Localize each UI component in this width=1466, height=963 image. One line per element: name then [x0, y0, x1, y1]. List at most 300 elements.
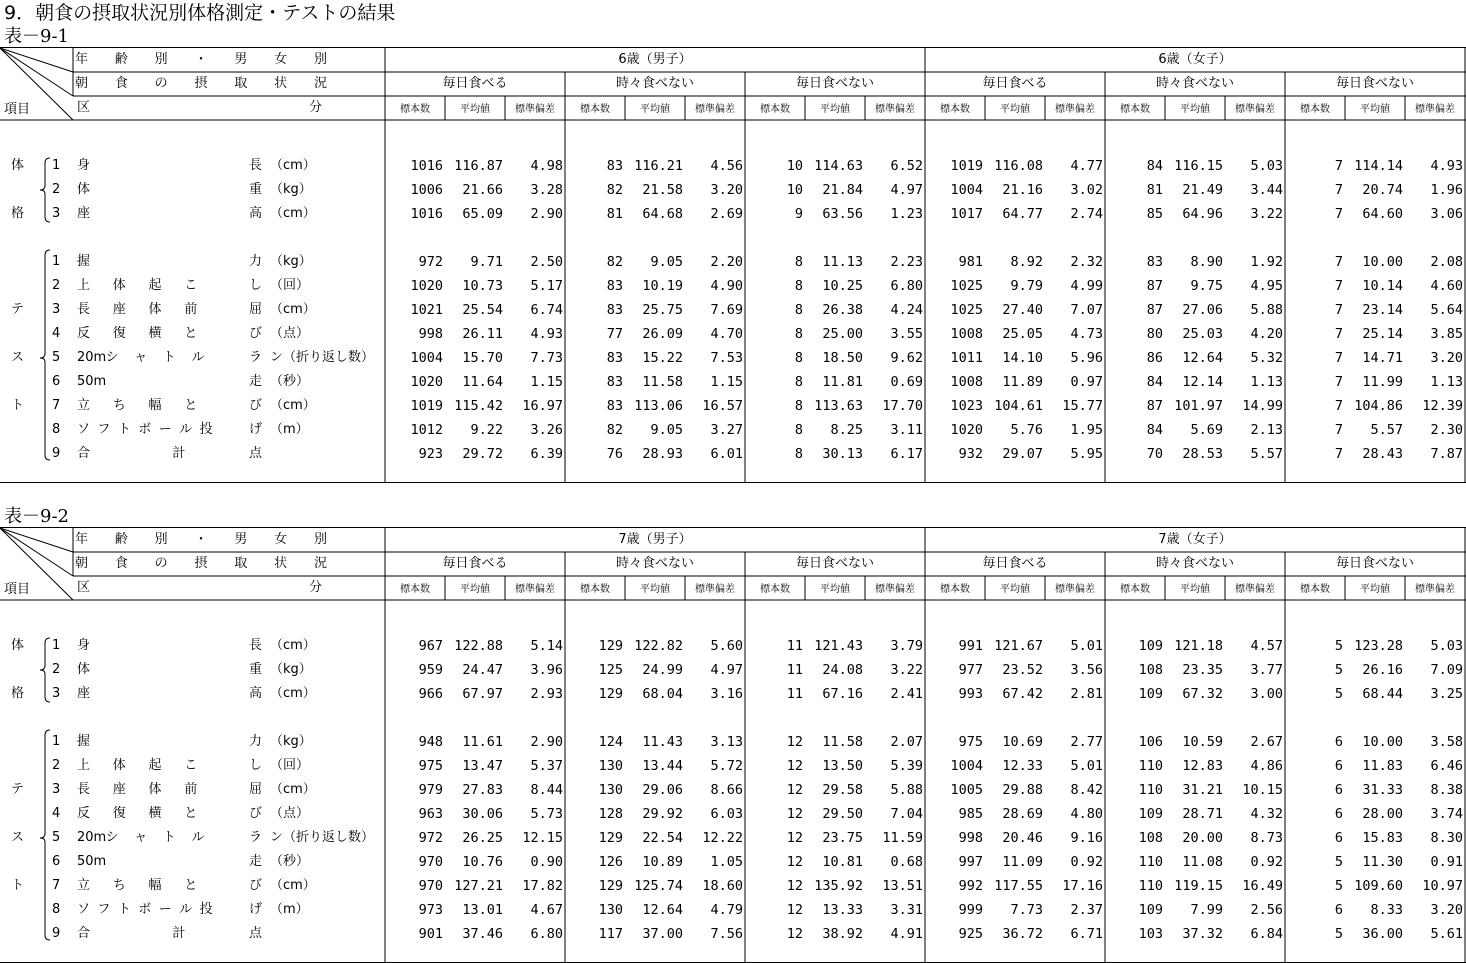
data-cell: 18.60 [702, 878, 743, 894]
data-cell: 83 [606, 350, 623, 366]
group-label-test: ス [11, 830, 25, 845]
item-name-char: ち [112, 398, 126, 413]
stat-header: 標本数 [580, 584, 610, 595]
grid-line [0, 48, 73, 96]
data-cell: 1.13 [1430, 374, 1463, 390]
item-name-char: 体 [112, 758, 126, 773]
data-cell: 12.64 [642, 902, 683, 918]
data-cell: 12 [786, 830, 803, 846]
stat-header: 平均値 [1000, 104, 1030, 115]
item-name-end: び [249, 398, 263, 413]
group-label-physique: 格 [11, 206, 25, 221]
data-cell: 130 [598, 758, 623, 774]
stat-header: 平均値 [820, 584, 850, 595]
data-cell: 3.26 [530, 422, 563, 438]
data-cell: 1017 [950, 206, 983, 222]
item-name-end: し [249, 758, 263, 773]
data-cell: 5 [1334, 638, 1343, 654]
data-cell: 109 [1138, 638, 1163, 654]
stat-header: 標準偏差 [875, 584, 915, 595]
grid-line [0, 528, 73, 576]
data-cell: 1.92 [1250, 254, 1283, 270]
data-cell: 64.60 [1362, 206, 1403, 222]
sex-age-header: 6歳（男子） [618, 52, 692, 67]
data-cell: 28.53 [1182, 446, 1223, 462]
item-unit: （cm） [270, 158, 316, 173]
data-cell: 6.17 [890, 446, 923, 462]
group-label-test: ト [11, 398, 25, 413]
data-cell: 7.87 [1430, 446, 1463, 462]
data-cell: 86 [1146, 350, 1163, 366]
data-cell: 4.60 [1430, 278, 1463, 294]
item-unit: （cm） [270, 398, 316, 413]
data-cell: 12 [786, 806, 803, 822]
item-name-char: ー [158, 422, 172, 437]
data-cell: 5.03 [1250, 158, 1283, 174]
data-cell: 6.01 [710, 446, 743, 462]
data-cell: 7 [1334, 278, 1343, 294]
data-cell: 12 [786, 926, 803, 942]
data-cell: 3.27 [710, 422, 743, 438]
data-cell: 28.69 [1002, 806, 1043, 822]
data-cell: 5.03 [1430, 638, 1463, 654]
data-cell: 5.14 [530, 638, 563, 654]
item-name-char: フ [97, 902, 111, 917]
data-cell: 129 [598, 878, 623, 894]
header-label-char: 別 [314, 532, 328, 547]
data-cell: 21.66 [462, 182, 503, 198]
page-title: 9．朝食の摂取状況別体格測定・テストの結果 [4, 2, 396, 24]
data-cell: 13.33 [822, 902, 863, 918]
item-name-end: げ [249, 902, 263, 917]
data-cell: 4.98 [530, 158, 563, 174]
data-cell: 9.62 [890, 350, 923, 366]
data-cell: 12 [786, 734, 803, 750]
header-label-char: 摂 [194, 556, 208, 571]
data-cell: 103 [1138, 926, 1163, 942]
data-cell: 108 [1138, 830, 1163, 846]
data-cell: 0.90 [530, 854, 563, 870]
data-cell: 8.92 [1010, 254, 1043, 270]
data-cell: 10.00 [1362, 734, 1403, 750]
item-name-char: ト [162, 350, 176, 365]
item-name-char: ル [179, 902, 193, 917]
data-cell: 13.47 [462, 758, 503, 774]
data-cell: 116.15 [1174, 158, 1223, 174]
stat-header: 標準偏差 [515, 584, 555, 595]
item-name-char: ち [112, 878, 126, 893]
data-cell: 3.25 [1430, 686, 1463, 702]
item-name-char: 投 [199, 422, 213, 437]
header-label-char: 別 [314, 52, 328, 67]
data-cell: 121.43 [814, 638, 863, 654]
item-name-char: ル [191, 350, 205, 365]
data-cell: 1005 [950, 782, 983, 798]
item-name-char: 身 [77, 158, 91, 173]
item-unit: （点） [270, 806, 310, 821]
item-name-char: 体 [148, 302, 162, 317]
data-cell: 1004 [950, 182, 983, 198]
item-column-label: 項目 [4, 582, 31, 597]
data-cell: 113.06 [634, 398, 683, 414]
item-number: 7 [52, 878, 61, 893]
data-cell: 966 [418, 686, 443, 702]
data-cell: 4.95 [1250, 278, 1283, 294]
data-cell: 21.84 [822, 182, 863, 198]
item-name-char: 横 [148, 326, 162, 341]
header-label-char: 取 [234, 556, 248, 571]
data-cell: 5.88 [890, 782, 923, 798]
data-cell: 2.77 [1070, 734, 1103, 750]
data-cell: 31.21 [1182, 782, 1223, 798]
data-cell: 8 [794, 374, 803, 390]
data-cell: 23.75 [822, 830, 863, 846]
item-name-end: び [249, 878, 263, 893]
item-name-char: と [184, 326, 198, 341]
data-cell: 83 [606, 158, 623, 174]
data-cell: 11.81 [822, 374, 863, 390]
item-unit: （点） [270, 326, 310, 341]
data-cell: 1025 [950, 278, 983, 294]
data-cell: 0.92 [1070, 854, 1103, 870]
data-cell: 11.58 [822, 734, 863, 750]
data-cell: 76 [606, 446, 623, 462]
data-cell: 8.42 [1070, 782, 1103, 798]
data-cell: 1.95 [1070, 422, 1103, 438]
data-cell: 8 [794, 326, 803, 342]
data-cell: 13.01 [462, 902, 503, 918]
table-caption: 表－9-2 [4, 506, 69, 527]
data-cell: 101.97 [1174, 398, 1223, 414]
data-cell: 8 [794, 278, 803, 294]
data-cell: 123.28 [1354, 638, 1403, 654]
data-cell: 6.39 [530, 446, 563, 462]
data-cell: 12.33 [1002, 758, 1043, 774]
data-cell: 7 [1334, 302, 1343, 318]
data-cell: 5.69 [1190, 422, 1223, 438]
data-cell: 2.37 [1070, 902, 1103, 918]
data-cell: 967 [418, 638, 443, 654]
data-cell: 3.28 [530, 182, 563, 198]
data-cell: 4.86 [1250, 758, 1283, 774]
data-cell: 3.22 [890, 662, 923, 678]
item-name-char: 起 [148, 278, 162, 293]
data-cell: 972 [418, 830, 443, 846]
data-cell: 15.83 [1362, 830, 1403, 846]
data-cell: 1.05 [710, 854, 743, 870]
item-number: 3 [52, 782, 61, 797]
data-cell: 3.16 [710, 686, 743, 702]
item-name-char: 上 [77, 278, 91, 293]
intake-header: 時々食べない [1155, 76, 1234, 91]
item-name-char: シ [105, 830, 119, 845]
data-cell: 7.53 [710, 350, 743, 366]
item-name-end: び [249, 326, 263, 341]
item-name-char: 横 [148, 806, 162, 821]
item-name-char: 座 [112, 782, 126, 797]
data-cell: 67.32 [1182, 686, 1223, 702]
data-cell: 5.95 [1070, 446, 1103, 462]
item-number: 8 [52, 422, 61, 437]
data-cell: 21.49 [1182, 182, 1223, 198]
data-cell: 6 [1334, 806, 1343, 822]
data-cell: 117.55 [994, 878, 1043, 894]
data-cell: 83 [606, 374, 623, 390]
stat-header: 標本数 [580, 104, 610, 115]
item-name-end: 高 [249, 686, 263, 701]
item-name-end: 重 [249, 662, 263, 677]
data-cell: 1.15 [710, 374, 743, 390]
data-cell: 6.03 [710, 806, 743, 822]
group-label-physique: 格 [11, 686, 25, 701]
header-label-char: 齢 [114, 532, 128, 547]
data-cell: 975 [958, 734, 983, 750]
data-cell: 5.01 [1070, 758, 1103, 774]
data-cell: 25.54 [462, 302, 503, 318]
item-unit: （kg） [270, 662, 312, 677]
item-name-char: 起 [148, 758, 162, 773]
item-unit: （秒） [270, 374, 310, 389]
data-cell: 4.79 [710, 902, 743, 918]
data-cell: 24.08 [822, 662, 863, 678]
data-cell: 4.57 [1250, 638, 1283, 654]
data-cell: 1008 [950, 374, 983, 390]
data-cell: 109.60 [1354, 878, 1403, 894]
data-cell: 7.99 [1190, 902, 1223, 918]
data-cell: 4.91 [890, 926, 923, 942]
data-cell: 2.32 [1070, 254, 1103, 270]
data-cell: 117 [598, 926, 623, 942]
data-cell: 8 [794, 398, 803, 414]
data-cell: 64.77 [1002, 206, 1043, 222]
data-cell: 80 [1146, 326, 1163, 342]
data-cell: 21.16 [1002, 182, 1043, 198]
data-cell: 12 [786, 782, 803, 798]
item-number: 3 [52, 686, 61, 701]
stat-header: 標本数 [940, 584, 970, 595]
data-cell: 83 [1146, 254, 1163, 270]
item-name-char: ャ [134, 830, 148, 845]
data-cell: 4.32 [1250, 806, 1283, 822]
item-name-char: こ [184, 278, 198, 293]
data-cell: 2.41 [890, 686, 923, 702]
data-cell: 30.13 [822, 446, 863, 462]
item-name-char: 体 [77, 662, 91, 677]
data-cell: 64.96 [1182, 206, 1223, 222]
data-cell: 113.63 [814, 398, 863, 414]
data-cell: 122.88 [454, 638, 503, 654]
data-cell: 29.50 [822, 806, 863, 822]
data-cell: 22.54 [642, 830, 683, 846]
data-cell: 7 [1334, 446, 1343, 462]
data-cell: 28.43 [1362, 446, 1403, 462]
data-cell: 20.74 [1362, 182, 1403, 198]
data-cell: 110 [1138, 782, 1163, 798]
data-cell: 125 [598, 662, 623, 678]
data-cell: 4.77 [1070, 158, 1103, 174]
header-label-char: の [154, 76, 168, 91]
data-cell: 2.67 [1250, 734, 1283, 750]
data-cell: 12.64 [1182, 350, 1223, 366]
data-cell: 87 [1146, 398, 1163, 414]
data-cell: 130 [598, 782, 623, 798]
data-cell: 4.80 [1070, 806, 1103, 822]
data-cell: 1016 [410, 206, 443, 222]
item-name-char: 身 [77, 638, 91, 653]
data-cell: 923 [418, 446, 443, 462]
stat-header: 平均値 [640, 584, 670, 595]
stat-header: 標準偏差 [1235, 584, 1275, 595]
item-name-end: び [249, 806, 263, 821]
item-number: 4 [52, 806, 61, 821]
data-cell: 3.55 [890, 326, 923, 342]
data-cell: 8.90 [1190, 254, 1223, 270]
data-cell: 110 [1138, 854, 1163, 870]
item-name-char: シ [105, 350, 119, 365]
data-cell: 26.25 [462, 830, 503, 846]
item-name-char: 立 [77, 398, 91, 413]
data-cell: 81 [1146, 182, 1163, 198]
intake-header: 毎日食べない [795, 76, 874, 91]
item-name-char: 前 [184, 782, 198, 797]
data-cell: 1.13 [1250, 374, 1283, 390]
grid-line [0, 528, 73, 552]
item-number: 3 [52, 302, 61, 317]
data-cell: 8.38 [1430, 782, 1463, 798]
data-cell: 3.00 [1250, 686, 1283, 702]
data-cell: 3.06 [1430, 206, 1463, 222]
item-unit: ン（折り返し数） [270, 830, 375, 845]
data-cell: 109 [1138, 806, 1163, 822]
item-name-end: し [249, 278, 263, 293]
data-cell: 11.59 [882, 830, 923, 846]
stat-header: 平均値 [1000, 584, 1030, 595]
data-cell: 3.58 [1430, 734, 1463, 750]
data-cell: 7 [1334, 350, 1343, 366]
data-cell: 84 [1146, 374, 1163, 390]
data-cell: 7.09 [1430, 662, 1463, 678]
data-cell: 122.82 [634, 638, 683, 654]
data-cell: 25.75 [642, 302, 683, 318]
data-cell: 85 [1146, 206, 1163, 222]
sex-age-header: 7歳（男子） [618, 532, 692, 547]
item-name-char: 座 [112, 302, 126, 317]
header-label-char: 朝 [75, 556, 89, 571]
data-cell: 6 [1334, 734, 1343, 750]
item-number: 4 [52, 326, 61, 341]
data-cell: 3.56 [1070, 662, 1103, 678]
data-cell: 25.14 [1362, 326, 1403, 342]
item-name-end: 重 [249, 182, 263, 197]
data-cell: 5.88 [1250, 302, 1283, 318]
data-cell: 7.73 [1010, 902, 1043, 918]
stat-header: 平均値 [1180, 104, 1210, 115]
data-cell: 119.15 [1174, 878, 1223, 894]
item-name-char: 復 [112, 326, 126, 341]
data-cell: 2.81 [1070, 686, 1103, 702]
data-cell: 14.99 [1242, 398, 1283, 414]
data-cell: 12 [786, 878, 803, 894]
data-cell: 83 [606, 302, 623, 318]
data-cell: 3.13 [710, 734, 743, 750]
item-name-char: 計 [172, 446, 186, 461]
item-name-end: 力 [249, 254, 263, 269]
data-cell: 5.61 [1430, 926, 1463, 942]
data-cell: 26.09 [642, 326, 683, 342]
data-cell: 38.92 [822, 926, 863, 942]
data-cell: 16.97 [522, 398, 563, 414]
data-cell: 1025 [950, 302, 983, 318]
item-number: 1 [52, 254, 61, 269]
item-name-char: ャ [134, 350, 148, 365]
item-name-end: 力 [249, 734, 263, 749]
data-cell: 997 [958, 854, 983, 870]
item-name-char: 20m [77, 350, 107, 365]
data-cell: 1.23 [890, 206, 923, 222]
data-cell: 6.71 [1070, 926, 1103, 942]
data-cell: 8 [794, 302, 803, 318]
data-cell: 1020 [950, 422, 983, 438]
data-cell: 24.47 [462, 662, 503, 678]
data-cell: 5.57 [1250, 446, 1283, 462]
data-cell: 970 [418, 854, 443, 870]
item-name-char: 座 [77, 686, 91, 701]
data-cell: 29.88 [1002, 782, 1043, 798]
data-cell: 82 [606, 422, 623, 438]
data-cell: 13.51 [882, 878, 923, 894]
item-name-char: 体 [148, 782, 162, 797]
data-cell: 3.74 [1430, 806, 1463, 822]
header-label-char: 男 [234, 52, 248, 67]
header-label-char: 況 [314, 556, 328, 571]
group-label-test: ト [11, 878, 25, 893]
data-cell: 975 [418, 758, 443, 774]
item-unit: （cm） [270, 302, 316, 317]
data-cell: 27.83 [462, 782, 503, 798]
item-name-char: 合 [77, 446, 91, 461]
data-cell: 2.07 [890, 734, 923, 750]
data-cell: 125.74 [634, 878, 683, 894]
data-cell: 13.50 [822, 758, 863, 774]
item-name-char: 前 [184, 302, 198, 317]
item-number: 9 [52, 446, 61, 461]
header-label-char: 朝 [75, 76, 89, 91]
data-cell: 37.00 [642, 926, 683, 942]
item-name-end: ラ [249, 350, 263, 365]
data-cell: 9.05 [650, 422, 683, 438]
stat-header: 平均値 [1360, 584, 1390, 595]
data-cell: 84 [1146, 158, 1163, 174]
item-name-char: 立 [77, 878, 91, 893]
item-name-char: ト [162, 830, 176, 845]
item-number: 2 [52, 758, 61, 773]
data-cell: 1.96 [1430, 182, 1463, 198]
item-unit: （cm） [270, 638, 316, 653]
stat-header: 標準偏差 [1055, 584, 1095, 595]
data-cell: 10.19 [642, 278, 683, 294]
data-cell: 104.61 [994, 398, 1043, 414]
stat-header: 標本数 [400, 104, 430, 115]
data-cell: 9.05 [650, 254, 683, 270]
data-cell: 970 [418, 878, 443, 894]
data-cell: 15.77 [1062, 398, 1103, 414]
item-name-char: 体 [77, 182, 91, 197]
data-cell: 3.96 [530, 662, 563, 678]
item-number: 3 [52, 206, 61, 221]
header-label-ku: 区 [77, 100, 91, 115]
item-unit: （m） [270, 902, 309, 917]
data-cell: 2.08 [1430, 254, 1463, 270]
